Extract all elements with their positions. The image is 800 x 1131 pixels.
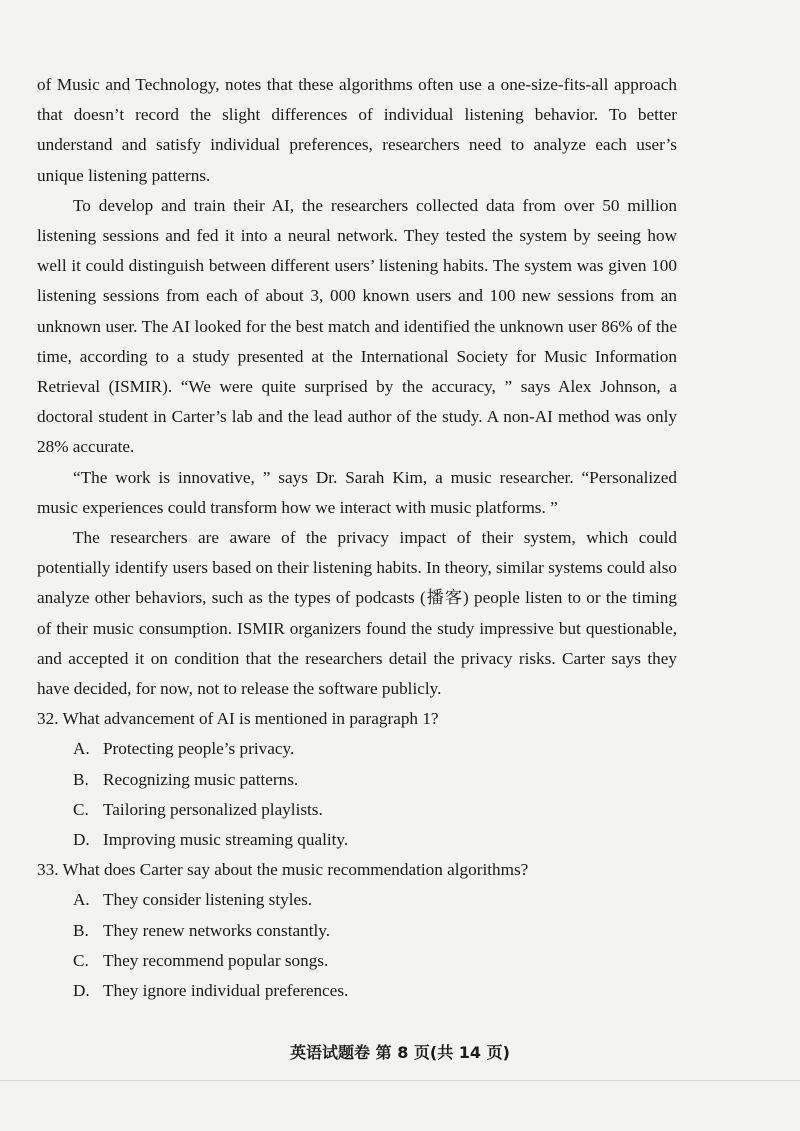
option-letter: D.: [73, 981, 90, 1001]
option-text: Recognizing music patterns.: [103, 769, 299, 789]
option-d: [73, 825, 677, 855]
page-footer: 英语试题卷 第 8 页(共 14 页): [290, 1043, 510, 1062]
option-letter: C.: [73, 950, 89, 970]
option-a: [73, 885, 677, 915]
question-32: [37, 704, 677, 855]
reading-passage: [37, 70, 677, 1006]
option-text: They renew networks constantly.: [103, 920, 331, 940]
paragraph-2: To develop and train their AI, the researchers collected data from over 50 million listening sessions and fed it into a neural network. They tested the system by seeing how well it could distinguish between different users’ listening habits. The system was given 100 listening sessions from each of about 3, 000 known users and 100 new sessions from an unknown user. The AI looked for the best match and identified the unknown user 86% of the time, according to a study presented at the International Society for Music Information Retrieval (ISMIR). “We were quite surprised by the accuracy, ” says Alex Johnson, a doctoral student in Carter’s lab and the lead author of the study. A non-AI method was only 28% accurate.: [37, 195, 677, 457]
option-text: Protecting people’s privacy.: [103, 739, 295, 759]
question-list: [37, 704, 677, 1006]
option-d: [73, 976, 677, 1006]
option-b: [73, 765, 677, 795]
option-b: [73, 916, 677, 946]
option-letter: D.: [73, 830, 90, 850]
option-letter: A.: [73, 890, 90, 910]
question-options: [37, 885, 677, 1006]
option-letter: B.: [73, 920, 89, 940]
option-text: They recommend popular songs.: [103, 950, 329, 970]
question-stem: 33. What does Carter say about the music recommendation algorithms?: [37, 860, 529, 880]
question-33: [37, 855, 677, 1006]
paragraph-4: The researchers are aware of the privacy impact of their system, which could potentially identify users based on their listening habits. In theory, similar systems could also analyze other behaviors, such as the types of podcasts (播客) people listen to or the timing of their music consumption. ISMIR organizers found the study impressive but questionable, and accepted it on condition that the researchers detail the privacy risks. Carter says they have decided, for now, not to release the software publicly.: [37, 528, 677, 699]
question-stem: 32. What advancement of AI is mentioned in paragraph 1?: [37, 709, 439, 729]
paper-fold-line: [0, 1080, 800, 1081]
option-letter: A.: [73, 739, 90, 759]
option-text: Tailoring personalized playlists.: [103, 799, 323, 819]
option-letter: C.: [73, 799, 89, 819]
paragraph-1: of Music and Technology, notes that these algorithms often use a one-size-fits-all approach that doesn’t record the slight differences of individual listening behavior. To better understand and satisfy individual preferences, researchers need to analyze each user’s unique listening patterns.: [37, 75, 677, 185]
option-c: [73, 795, 677, 825]
option-text: They consider listening styles.: [103, 890, 313, 910]
question-options: [37, 734, 677, 855]
paragraph-3: “The work is innovative, ” says Dr. Sarah Kim, a music researcher. “Personalized music experiences could transform how we interact with music platforms. ”: [37, 467, 677, 517]
option-text: Improving music streaming quality.: [103, 830, 349, 850]
option-text: They ignore individual preferences.: [103, 981, 349, 1001]
option-letter: B.: [73, 769, 89, 789]
option-a: [73, 734, 677, 764]
option-c: [73, 946, 677, 976]
